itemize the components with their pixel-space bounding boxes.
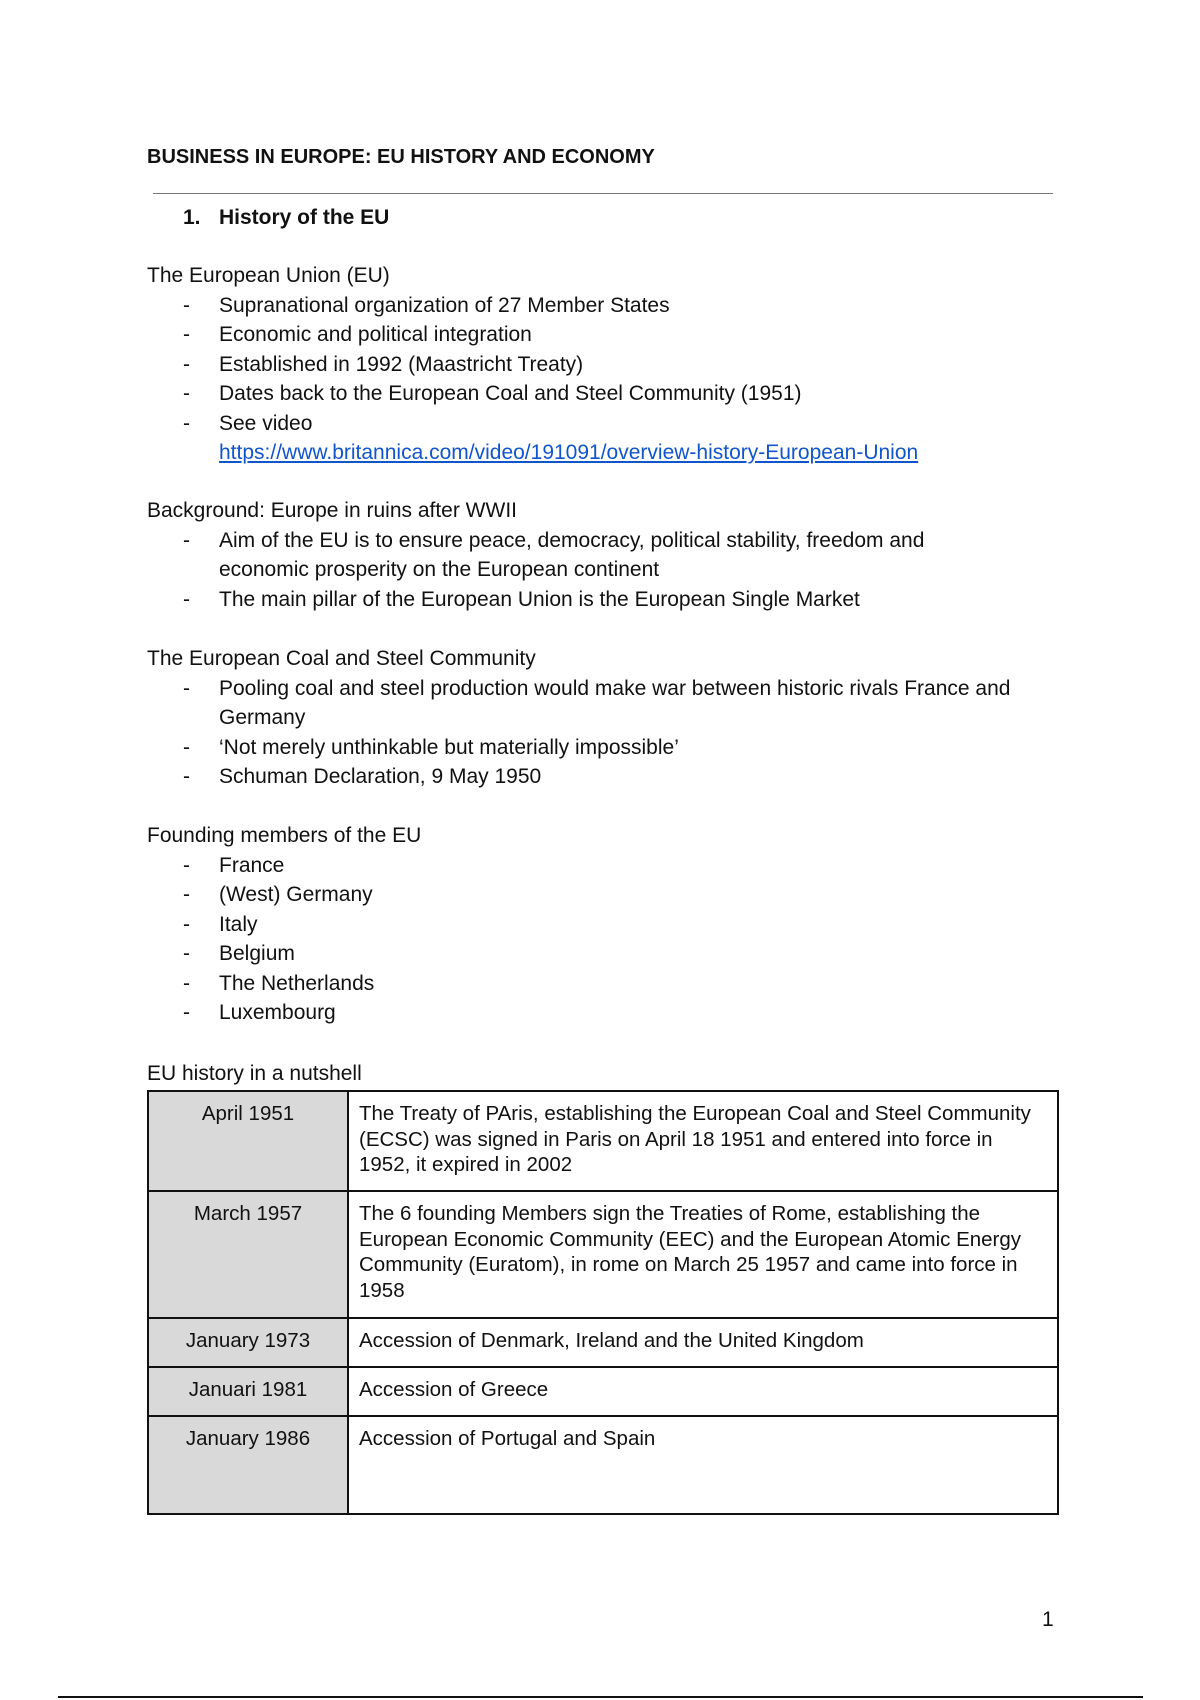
horizontal-rule <box>153 193 1053 194</box>
list-item: Italy <box>219 912 258 936</box>
list-item: Pooling coal and steel production would make war between historic rivals France and <box>219 676 1011 700</box>
bullet-dash: - <box>183 765 190 788</box>
timeline-event: Accession of Denmark, Ireland and the United Kingdom <box>348 1318 1058 1367</box>
bullet-dash: - <box>183 1001 190 1024</box>
list-item: (West) Germany <box>219 883 373 906</box>
video-link[interactable]: https://www.britannica.com/video/191091/overview-history-European-Union <box>219 441 919 464</box>
section-title: History of the EU <box>219 206 390 229</box>
timeline-event: Accession of Portugal and Spain <box>348 1416 1058 1514</box>
section-number: 1. <box>183 206 201 229</box>
list-item: See video <box>219 411 313 435</box>
section-heading: The European Union (EU) <box>147 264 390 287</box>
bullet-dash: - <box>183 676 190 700</box>
list-item: Germany <box>219 706 306 729</box>
bullet-dash: - <box>183 853 190 877</box>
document-title: BUSINESS IN EUROPE: EU HISTORY AND ECONOMY <box>147 146 655 168</box>
bullet-dash: - <box>183 587 190 611</box>
timeline-table <box>147 1090 1059 1515</box>
list-item: The main pillar of the European Union is the European Single Market <box>219 587 860 611</box>
section-heading: The European Coal and Steel Community <box>147 647 536 670</box>
section-heading: Background: Europe in ruins after WWII <box>147 499 517 522</box>
table-row <box>148 1191 1058 1318</box>
list-item: economic prosperity on the European continent <box>219 558 660 581</box>
list-item: Luxembourg <box>219 1001 336 1024</box>
timeline-event: Accession of Greece <box>348 1367 1058 1416</box>
list-item: Established in 1992 (Maastricht Treaty) <box>219 352 584 376</box>
table-row <box>148 1416 1058 1514</box>
bullet-dash: - <box>183 352 190 376</box>
timeline-event: The 6 founding Members sign the Treaties of Rome, establishing the European Economic Community (EEC) and the European Atomic Energy Community (Euratom), in rome on March 25 1957 and came into force in 1958 <box>348 1191 1058 1318</box>
list-item: Schuman Declaration, 9 May 1950 <box>219 765 542 788</box>
table-row <box>148 1367 1058 1416</box>
table-row <box>148 1091 1058 1191</box>
bullet-dash: - <box>183 942 190 965</box>
page-bottom-divider <box>58 1696 1143 1698</box>
timeline-date: January 1986 <box>148 1416 348 1514</box>
bullet-dash: - <box>183 735 190 759</box>
list-item: Aim of the EU is to ensure peace, democracy, political stability, freedom and <box>219 528 925 552</box>
table-row <box>148 1318 1058 1367</box>
section-heading: EU history in a nutshell <box>147 1062 362 1085</box>
bullet-dash: - <box>183 883 190 906</box>
list-item: Economic and political integration <box>219 323 532 346</box>
timeline-date: March 1957 <box>148 1191 348 1318</box>
timeline-date: April 1951 <box>148 1091 348 1191</box>
list-item: Belgium <box>219 942 295 965</box>
timeline-event: The Treaty of PAris, establishing the European Coal and Steel Community (ECSC) was signed in Paris on April 18 1951 and entered into force in 1952, it expired in 2002 <box>348 1091 1058 1191</box>
list-item: ‘Not merely unthinkable but materially impossible’ <box>219 735 679 759</box>
bullet-dash: - <box>183 323 190 346</box>
list-item: France <box>219 853 285 877</box>
list-item: Supranational organization of 27 Member States <box>219 293 670 317</box>
bullet-dash: - <box>183 411 190 435</box>
timeline-date: Januari 1981 <box>148 1367 348 1416</box>
list-item: Dates back to the European Coal and Steel Community (1951) <box>219 382 802 405</box>
section-heading: Founding members of the EU <box>147 824 422 847</box>
page-number: 1 <box>1042 1608 1054 1631</box>
bullet-dash: - <box>183 382 190 405</box>
timeline-date: January 1973 <box>148 1318 348 1367</box>
bullet-dash: - <box>183 971 190 995</box>
bullet-dash: - <box>183 528 190 552</box>
list-item: The Netherlands <box>219 971 375 995</box>
bullet-dash: - <box>183 293 190 317</box>
bullet-dash: - <box>183 912 190 936</box>
